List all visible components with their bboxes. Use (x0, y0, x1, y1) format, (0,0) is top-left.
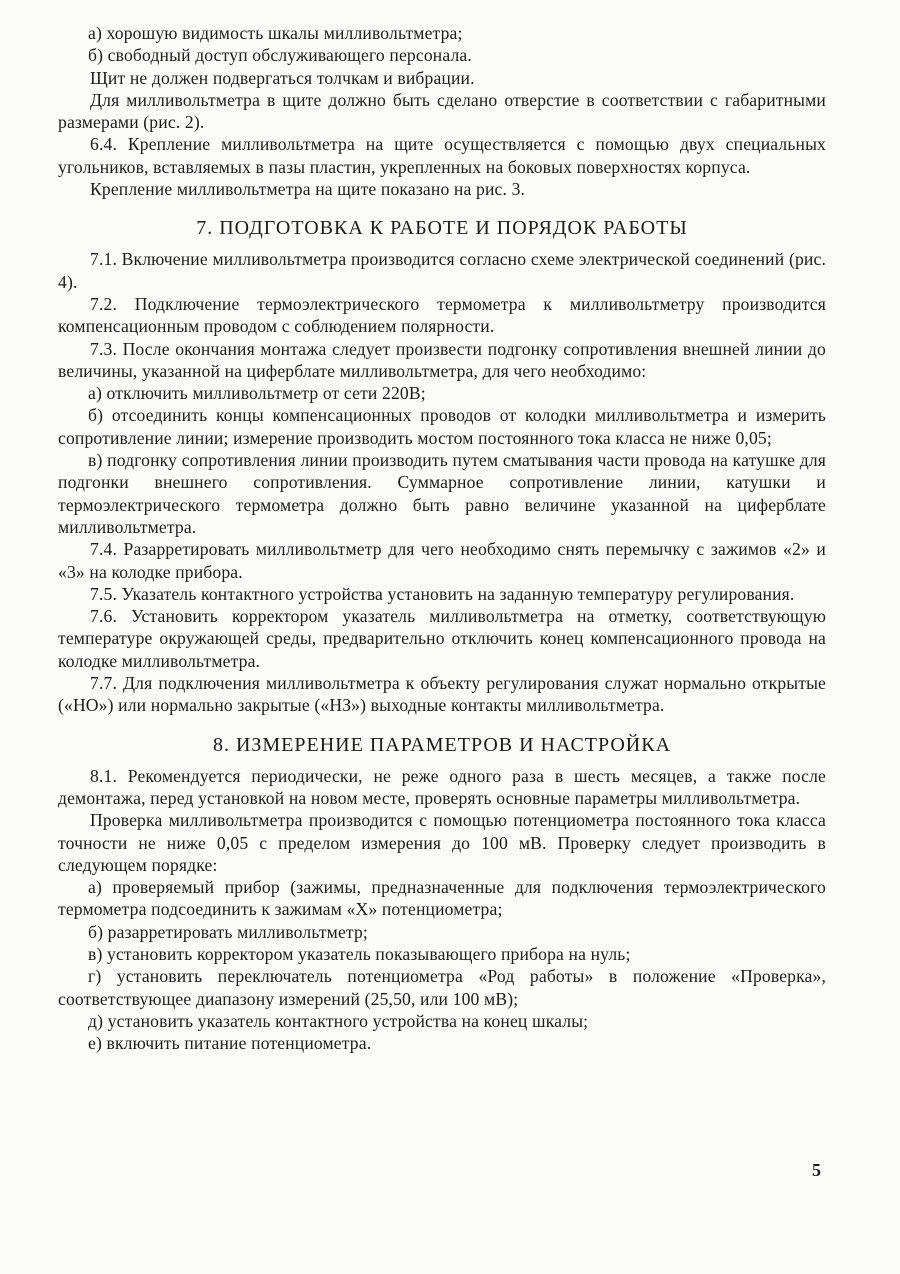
section-8-paragraph: д) установить указатель контактного устройства на конец шкалы; (88, 1010, 589, 1031)
section-8-paragraph: е) включить питание потенциометра. (88, 1033, 372, 1054)
section-7-heading: 7. ПОДГОТОВКА К РАБОТЕ И ПОРЯДОК РАБОТЫ (196, 217, 688, 240)
section-7-paragraph: 7.4. Разарретировать милливольтметр для чего необходимо снять перемычку с зажимов «2» и «3» на колодке прибора. (58, 539, 826, 582)
intro-paragraph: Для милливольтметра в щите должно быть сделано отверстие в соответствии с габаритными размерами (рис. 2). (58, 89, 826, 133)
page-number: 5 (812, 1160, 821, 1180)
section-8-paragraph: б) разарретировать милливольтметр; (88, 921, 368, 942)
section-8-paragraph: 8.1. Рекомендуется периодически, не реже одного раза в шесть месяцев, а также после демонтажа, перед установкой на новом месте, проверять основные параметры милливольтметра. (58, 765, 826, 808)
section-7-paragraph: в) подгонку сопротивления линии производить путем сматывания части провода на катушке для подгонки внешнего сопротивления. Суммарное сопротивление линии, катушки и термоэлектрического термометра должно быть равно величине указанной на циферблате милливольтметра. (58, 450, 826, 537)
intro-paragraph: б) свободный доступ обслуживающего персонала. (88, 45, 472, 66)
section-8-heading: 8. ИЗМЕРЕНИЕ ПАРАМЕТРОВ И НАСТРОЙКА (212, 733, 672, 756)
page-content (58, 22, 826, 1054)
top-text-block (58, 22, 826, 200)
section-7-paragraph: 7.7. Для подключения милливольтметра к объекту регулирования служат нормально открытые («НО») или нормально закрытые («НЗ») выходные контакты милливольтметра. (58, 673, 826, 716)
section-8-body (58, 765, 826, 1055)
intro-paragraph: Крепление милливольтметра на щите показано на рис. 3. (90, 179, 526, 200)
intro-paragraph: Щит не должен подвергаться толчкам и вибрации. (90, 67, 475, 88)
section-7-paragraph: б) отсоединить концы компенсационных проводов от колодки милливольтметра и измерить сопротивление линии; измерение производить мостом постоянного тока класса не ниже 0,05; (58, 405, 826, 448)
section-7-paragraph: 7.6. Установить корректором указатель милливольтметра на отметку, соответствующую температуре окружающей среды, предварительно отключить конец компенсационного провода на колодке милливольтметра. (58, 606, 826, 671)
section-7-paragraph: 7.3. После окончания монтажа следует произвести подгонку сопротивления внешней линии до величины, указанной на циферблате милливольтметра, для чего необходимо: (58, 338, 826, 381)
section-7-paragraph: 7.5. Указатель контактного устройства установить на заданную температуру регулирования. (90, 583, 795, 604)
section-8-paragraph: в) установить корректором указатель показывающего прибора на нуль; (88, 943, 631, 964)
section-7-paragraph: а) отключить милливольтметр от сети 220В; (88, 383, 426, 404)
section-8-paragraph: Проверка милливольтметра производится с помощью потенциометра постоянного тока класса точности не ниже 0,05 с пределом измерения до 100 мВ. Проверку следует производить в следующем порядке: (58, 810, 826, 875)
intro-paragraph: а) хорошую видимость шкалы милливольтметра; (88, 23, 463, 43)
intro-paragraph: 6.4. Крепление милливольтметра на щите осуществляется с помощью двух специальных угольников, вставляемых в пазы пластин, укрепленных на боковых поверхностях корпуса. (58, 134, 826, 177)
section-7-paragraph: 7.2. Подключение термоэлектрического термометра к милливольтметру производится компенсационным проводом с соблюдением полярности. (58, 293, 826, 337)
section-8-paragraph: г) установить переключатель потенциометра «Род работы» в положение «Проверка», соответствующее диапазону измерений (25,50, или 100 мВ); (58, 966, 826, 1009)
section-8-paragraph: а) проверяемый прибор (зажимы, предназначенные для подключения термоэлектрического термометра подсоединить к зажимам «Х» потенциометра; (58, 877, 826, 920)
section-7-body (58, 248, 826, 716)
section-7-paragraph: 7.1. Включение милливольтметра производится согласно схеме электрической соединений (рис. 4). (58, 249, 826, 292)
